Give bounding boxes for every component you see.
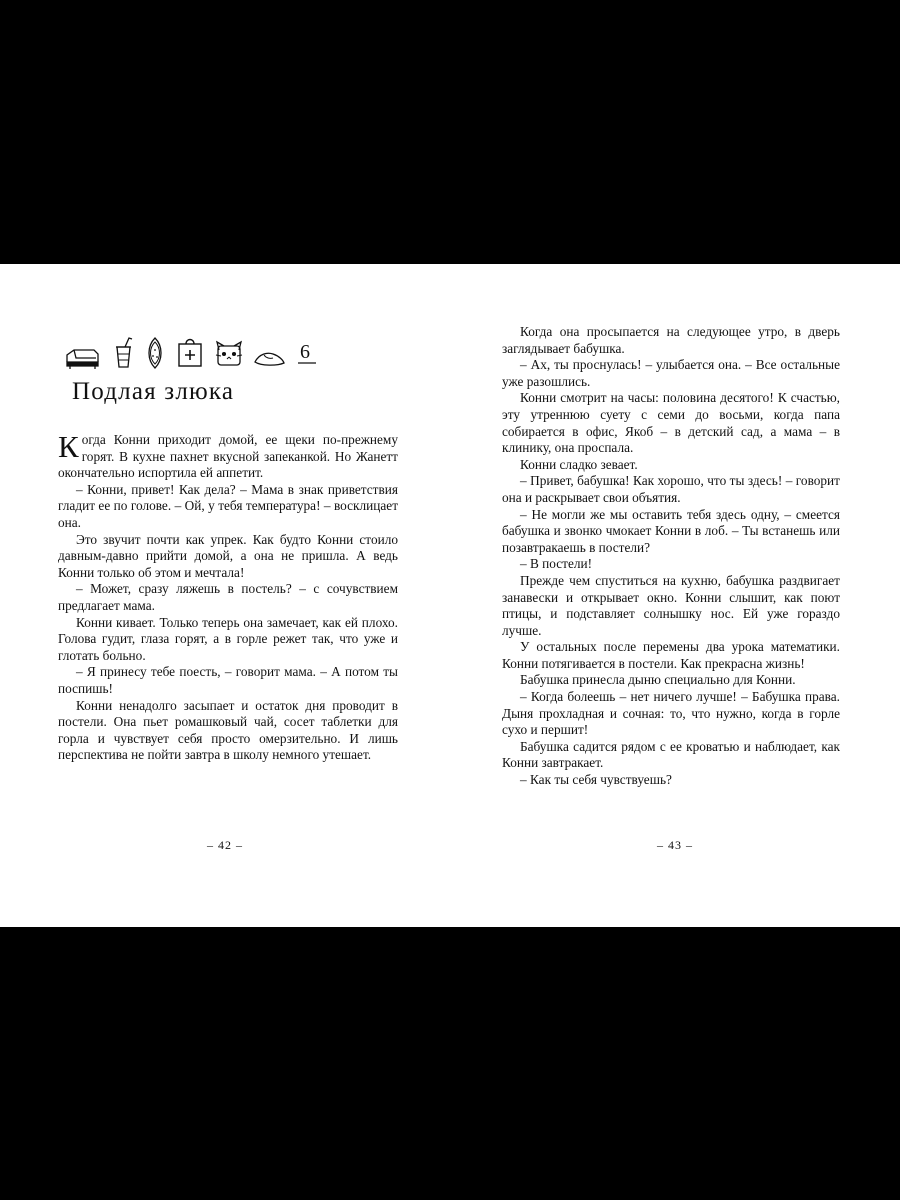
paragraph: – Не могли же мы оставить тебя здесь одну, – смеется бабушка и звонко чмокает Конни в лоб. – Ты встанешь или позавтракаешь в постели?: [502, 506, 840, 555]
paragraph: – Когда болеешь – нет ничего лучше! – Бабушка права. Дыня прохладная и сочная: то, что нужно, когда в горле сухо и першит!: [502, 689, 840, 738]
chapter-decoration-row: [58, 324, 398, 370]
slippers-icon: [253, 344, 287, 370]
paragraph: – Я принесу тебе поесть, – говорит мама. – А потом ты поспишь!: [58, 664, 398, 696]
paragraph: Когда она просыпается на следующее утро, в дверь заглядывает бабушка.: [502, 324, 840, 356]
paragraph: Бабушка садится рядом с ее кроватью и наблюдает, как Конни завтракает.: [502, 738, 840, 771]
paragraph: – Может, сразу ляжешь в постель? – с сочувствием предлагает мама.: [58, 581, 398, 613]
watermelon-slice-icon: [144, 336, 166, 370]
page-number-left-text: – 42 –: [207, 838, 243, 852]
calendar-six-icon: [296, 336, 318, 370]
tissue-box-icon: [175, 334, 205, 370]
paragraph: – Конни, привет! Как дела? – Мама в знак приветствия гладит ее по голове. – Ой, у тебя температура! – восклицает она.: [58, 481, 398, 530]
paragraph: – В постели!: [520, 556, 593, 572]
paragraph: У остальных после перемены два урока математики. Конни потягивается в постели. Как прекрасна жизнь!: [502, 639, 840, 671]
right-page: [450, 264, 900, 927]
paragraph: Конни сладко зевает.: [520, 456, 638, 472]
paragraph: – Привет, бабушка! Как хорошо, что ты здесь! – говорит она и раскрывает свои объятия.: [502, 473, 840, 505]
book-spread: [0, 264, 900, 927]
page-number-right: [450, 838, 900, 853]
paragraph: Это звучит почти как упрек. Как будто Конни стоило давным-давно прийти домой, а она не пришла. А ведь Конни только об этом и мечтала!: [58, 531, 398, 580]
paragraph: Конни смотрит на часы: половина десятого! К счастью, эту утреннюю суету с семи до восьми, когда папа собирается в офис, Якоб – в детский сад, а мама – в клинику, она проспала.: [502, 390, 840, 456]
paragraph: Конни кивает. Только теперь она замечает, как ей плохо. Голова гудит, глаза горят, а в горле режет так, что уже и глотать больно.: [58, 614, 398, 663]
page-number-right-text: – 43 –: [657, 838, 693, 852]
svg-text:6: 6: [300, 341, 310, 363]
sofa-icon: [64, 344, 102, 370]
paragraph: Бабушка принесла дыню специально для Конни.: [520, 672, 796, 688]
cat-face-icon: [214, 338, 244, 370]
paragraph-text: огда Конни приходит домой, ее щеки по-прежнему горят. В кухне пахнет вкусной запеканкой. Но Жанетт окончательно испортила ей аппетит.: [58, 432, 398, 481]
paragraph: – Как ты себя чувствуешь?: [520, 772, 672, 788]
cup-with-straw-icon: [111, 336, 135, 370]
chapter-title: Подлая злюка: [72, 378, 235, 405]
paragraph: Прежде чем спуститься на кухню, бабушка раздвигает занавески и открывает окно. Конни слышит, как поют птицы, и подставляет солнышку нос. Ей уже гораздо лучше.: [502, 572, 840, 638]
drop-cap: К: [58, 429, 79, 464]
left-page: [0, 264, 450, 927]
paragraph: Конни ненадолго засыпает и остаток дня проводит в постели. Она пьет ромашковый чай, сосет таблетки для горла и чувствует себя просто омерзительно. И лишь перспектива не пойти завтра в школу немного утешает.: [58, 697, 398, 763]
paragraph: [58, 429, 398, 482]
page-number-left: [0, 838, 450, 853]
paragraph: – Ах, ты проснулась! – улыбается она. – Все остальные уже разошлись.: [502, 357, 840, 389]
